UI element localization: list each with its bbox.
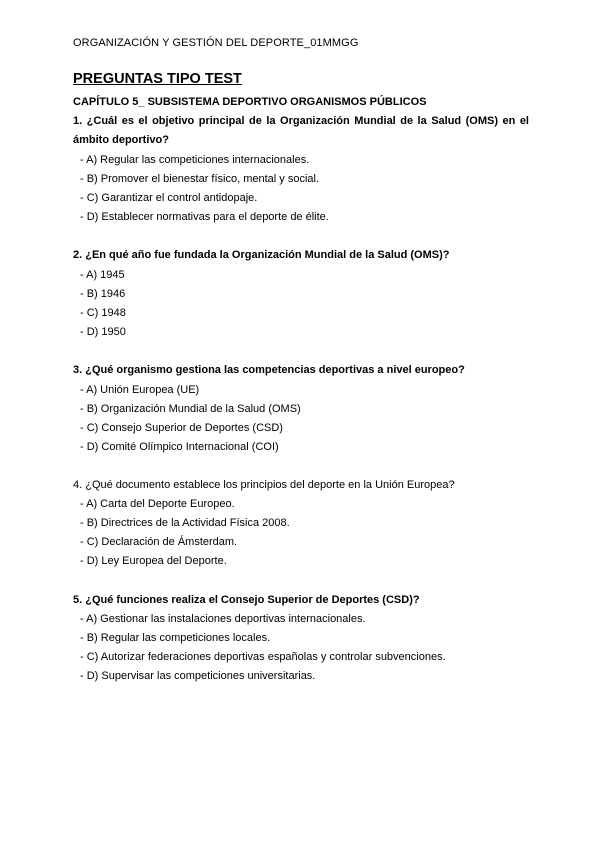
question-3-option-c: - C) Consejo Superior de Deportes (CSD) [80,422,283,434]
question-4-option-d: - D) Ley Europea del Deporte. [80,555,227,567]
question-5-option-b: - B) Regular las competiciones locales. [80,632,271,644]
question-2-option-c: - C) 1948 [80,307,126,319]
question-3-option-b: - B) Organización Mundial de la Salud (OMS) [80,403,301,415]
question-4-option-b: - B) Directrices de la Actividad Física 2008. [80,517,290,529]
chapter-heading: CAPÍTULO 5_ SUBSISTEMA DEPORTIVO ORGANISMOS PÚBLICOS [73,96,427,108]
question-2: 2. ¿En qué año fue fundada la Organización Mundial de la Salud (OMS)? [73,249,450,261]
question-1: 1. ¿Cuál es el objetivo principal de la Organización Mundial de la Salud (OMS) en el ámbito deportivo? [73,115,529,146]
question-5-option-c: - C) Autorizar federaciones deportivas españolas y controlar subvenciones. [80,651,446,663]
question-2-option-d: - D) 1950 [80,326,126,338]
question-5-option-d: - D) Supervisar las competiciones universitarias. [80,670,316,682]
question-3: 3. ¿Qué organismo gestiona las competencias deportivas a nivel europeo? [73,364,465,376]
question-1-option-a: - A) Regular las competiciones internacionales. [80,154,310,166]
question-3-option-d: - D) Comité Olímpico Internacional (COI) [80,441,279,453]
question-4-option-c: - C) Declaración de Ámsterdam. [80,536,238,548]
running-header: ORGANIZACIÓN Y GESTIÓN DEL DEPORTE_01MMGG [73,37,359,49]
question-5: 5. ¿Qué funciones realiza el Consejo Superior de Deportes (CSD)? [73,594,420,606]
question-1-option-b: - B) Promover el bienestar físico, mental y social. [80,173,320,185]
question-4: 4. ¿Qué documento establece los principios del deporte en la Unión Europea? [73,479,455,491]
question-2-option-b: - B) 1946 [80,288,126,300]
question-1-option-c: - C) Garantizar el control antidopaje. [80,192,258,204]
question-1-option-d: - D) Establecer normativas para el deporte de élite. [80,211,329,223]
question-4-option-a: - A) Carta del Deporte Europeo. [80,498,235,510]
question-3-option-a: - A) Unión Europea (UE) [80,384,200,396]
page-title: PREGUNTAS TIPO TEST [73,71,242,87]
question-5-option-a: - A) Gestionar las instalaciones deportivas internacionales. [80,613,366,625]
question-2-option-a: - A) 1945 [80,269,125,281]
